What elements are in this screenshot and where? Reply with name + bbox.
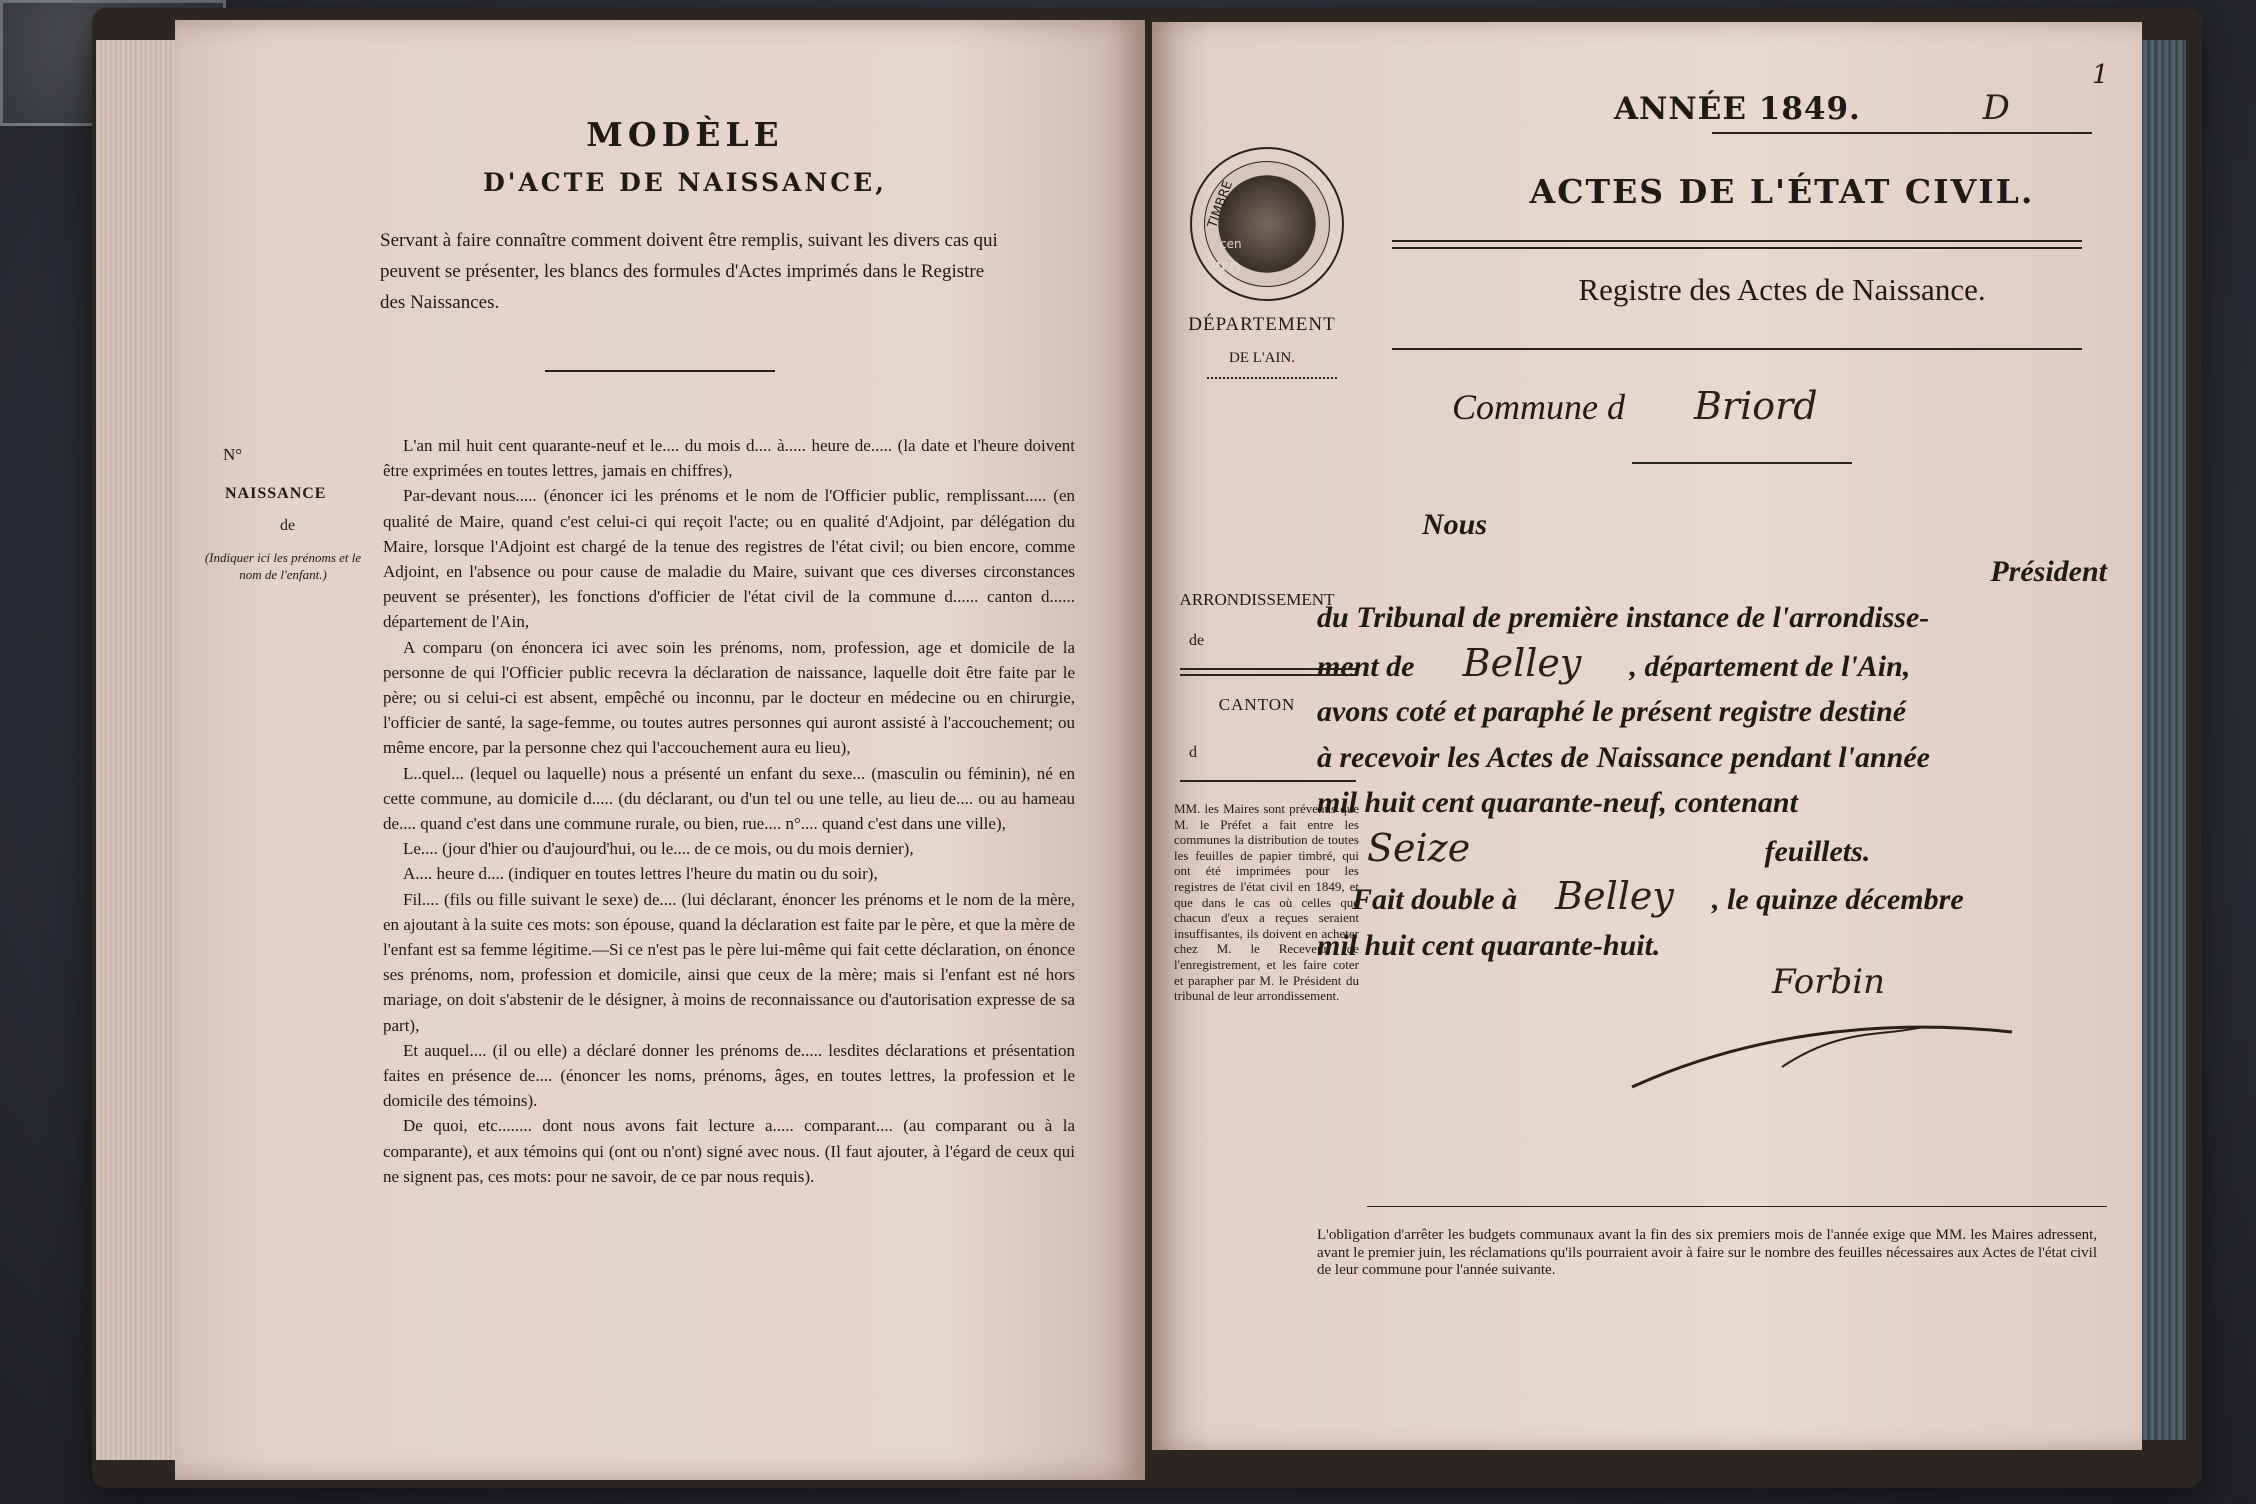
handwritten-belley: Belley bbox=[1462, 640, 1582, 685]
arrondissement-de: de bbox=[1189, 632, 1205, 649]
signature-flourish bbox=[1622, 1007, 2022, 1097]
signature: Forbin bbox=[1772, 962, 1885, 1002]
heading-rule-2 bbox=[1392, 247, 2082, 249]
body-paragraph: L..quel... (lequel ou laquelle) nous a présenté un enfant du sexe... (masculin ou féminin), né en cette commune, au domicile d..... (du déclarant, ou d'un tel ou une telle, au lieu de.... ou au hameau de.... quand c'est dans une commune rurale, ou bien, rue.... n°.... quand c'est dans une ville), bbox=[383, 763, 1075, 834]
tax-stamp bbox=[1190, 147, 1344, 301]
left-page-edges bbox=[96, 40, 186, 1460]
heading-rule bbox=[1392, 240, 2082, 242]
commune-label: Commune d bbox=[1452, 387, 1625, 427]
left-title: MODÈLE bbox=[586, 115, 784, 154]
footnote: L'obligation d'arrêter les budgets communaux avant la fin des six premiers mois de l'année exige que MM. les Maires adressent, avant le premier juin, les réclamations qu'ils pourraient avoir à faire sur le nombre des feuilles nécessaires aux Actes de l'état civil de leur commune pour l'année suivante. bbox=[1317, 1227, 2097, 1278]
stamp-value: 70 bbox=[1216, 259, 1242, 280]
nous: Nous bbox=[1422, 508, 1488, 541]
cert-line bbox=[1317, 874, 2107, 923]
arrondissement-label: ARRONDISSEMENT bbox=[1179, 590, 1335, 609]
body-paragraph: Le.... (jour d'hier ou d'aujourd'hui, ou le.... de ce mois, ou du mois dernier), bbox=[403, 839, 914, 859]
cert-line: mil huit cent quarante-huit. bbox=[1317, 928, 1661, 962]
cert-text: Fait double à bbox=[1352, 883, 1518, 916]
register-rule bbox=[1392, 348, 2082, 350]
left-body bbox=[383, 433, 1075, 1189]
arrondissement-rule bbox=[1180, 668, 1356, 670]
department-label: DÉPARTEMENT bbox=[1188, 314, 1336, 335]
year-heading bbox=[1614, 88, 2011, 128]
page-number: 1 bbox=[2092, 60, 2109, 90]
actes-heading: ACTES DE L'ÉTAT CIVIL. bbox=[1529, 172, 2035, 211]
cert-line: du Tribunal de première instance de l'arrondisse- bbox=[1317, 601, 1930, 634]
body-paragraph: A.... heure d.... (indiquer en toutes lettres l'heure du matin ou du soir), bbox=[403, 864, 878, 884]
margin-de: de bbox=[280, 517, 296, 534]
canton-d: d bbox=[1189, 744, 1197, 761]
wavy-rule bbox=[1207, 377, 1337, 385]
year-handwritten-mark: D bbox=[1982, 88, 2011, 128]
body-paragraph: Fil.... (fils ou fille suivant le sexe) de.... (lui déclarant, énoncer les prénoms et le nom de la mère, en ajoutant à la suite ces mots: son épouse, quand la déclaration est faite par le père, et que la mère de l'enfant est sa femme légitime.—Si ce n'est pas le père lui-même qui fait cette déclaration, on énonce ses prénoms, nom, profession et domicile, ainsi que ceux de la mère; mais si l'enfant est né hors mariage, on doit s'abstenir de le désigner, à moins de reconnaissance ou d'autorisation expresse de sa part), bbox=[383, 889, 1075, 1035]
left-page bbox=[175, 20, 1145, 1480]
body-paragraph: De quoi, etc........ dont nous avons fait lecture a..... comparant.... (au comparant ou à la comparante), et aux témoins qui (ont ou n'ont) signé avec nous. (Il faut ajouter, à l'égard de ceux qui ne signent pas, ces mots: pour ne savoir, de ce par nous requis). bbox=[383, 1116, 1075, 1186]
arrondissement-rule-2 bbox=[1180, 674, 1356, 676]
certification-text bbox=[1317, 595, 2107, 968]
left-subtitle: D'ACTE DE NAISSANCE, bbox=[483, 168, 887, 197]
body-paragraph: L'an mil huit cent quarante-neuf et le.... du mois d.... à..... heure de..... (la date et l'heure doivent être exprimées en toutes lettres, jamais en chiffres), bbox=[383, 436, 1075, 481]
right-page bbox=[1152, 22, 2142, 1450]
margin-naissance: NAISSANCE bbox=[225, 485, 327, 502]
stamp-cent-label: cen bbox=[1220, 237, 1242, 251]
canton-label: CANTON bbox=[1218, 695, 1296, 714]
cert-line bbox=[1317, 826, 2107, 875]
margin-number: N° bbox=[223, 445, 243, 464]
body-paragraph: Et auquel.... (il ou elle) a déclaré donner les prénoms de..... lesdites déclarations et présentation faites en présence de.... (énoncer les noms, prénoms, âges, en toutes lettres, la profession et le domicile des témoins). bbox=[383, 1040, 1075, 1111]
handwritten-belley-2: Belley bbox=[1555, 874, 1674, 918]
margin-indication: (Indiquer ici les prénoms et le nom de l'enfant.) bbox=[204, 550, 362, 582]
commune-line bbox=[1452, 384, 1818, 428]
register-title: Registre des Actes de Naissance. bbox=[1578, 272, 1986, 307]
ornament-rule bbox=[545, 370, 775, 372]
cert-line: avons coté et paraphé le présent registre destiné bbox=[1317, 695, 1907, 728]
cert-line: mil huit cent quarante-neuf, contenant bbox=[1317, 786, 1798, 819]
cert-text: , département de l'Ain, bbox=[1629, 649, 1911, 683]
left-intro: Servant à faire connaître comment doivent être remplis, suivant les divers cas qui peuvent se présenter, les blancs des formules d'Actes imprimés dans le Registre des Naissances. bbox=[380, 230, 998, 313]
cert-text: , le quinze décembre bbox=[1712, 883, 1964, 916]
cert-line bbox=[1317, 641, 2107, 690]
canton-rule bbox=[1180, 780, 1356, 782]
cert-text: feuillets. bbox=[1764, 834, 1871, 868]
year-text: ANNÉE 1849. bbox=[1614, 91, 1861, 127]
year-underline bbox=[1712, 132, 2092, 134]
footnote-rule bbox=[1367, 1206, 2107, 1207]
mayors-note: MM. les Maires sont prévenus que M. le Préfet a fait entre les communes la distribution de toutes les feuilles de papier timbré, qui ont été imprimées pour les registres de l'état civil en 1849, et que dans le cas où celles que chacun d'eux a reçues seraient insuffisantes, ils doivent en acheter chez M. le Receveur de l'enregistrement, et les faire coter et parapher par M. le Président du tribunal de leur arrondissement. bbox=[1174, 801, 1359, 1004]
ornament-rule-right bbox=[1632, 462, 1852, 464]
handwritten-seize: Seize bbox=[1367, 825, 1471, 870]
body-paragraph: A comparu (on énoncera ici avec soin les prénoms, nom, profession, age et domicile de la personne de qui l'Officier public recevra la déclaration de naissance, laquelle doit être faite par le père; ou si celui-ci est absent, empêché ou inconnu, par le docteur en médecine ou en chirurgie, l'officier de santé, la sage-femme, ou toutes autres personnes qui auront assisté à l'accouchement; ou même encore, par la personne chez qui l'accouchement aura eu lieu), bbox=[383, 637, 1075, 758]
commune-name: Briord bbox=[1694, 384, 1818, 428]
president-title: Président bbox=[1990, 555, 2107, 588]
cert-line: à recevoir les Actes de Naissance pendant l'année bbox=[1317, 740, 1930, 774]
stamp-timbre-label: TIMBRE bbox=[1205, 178, 1237, 231]
body-paragraph: Par-devant nous..... (énoncer ici les prénoms et le nom de l'Officier public, remplissant..... (en qualité de Maire, quand c'est celui-ci qui reçoit l'acte; ou en qualité d'Adjoint, par délégation du Maire, lorsque l'Adjoint est chargé de la tenue des registres de l'état civil; ou bien encore, comme Adjoint, en l'absence ou pour cause de maladie du Maire, suivant que ces diverses circonstances peuvent se présenter), les fonctions d'officier de l'état civil de la commune d...... canton d...... département de l'Ain, bbox=[383, 486, 1075, 632]
department-name: DE L'AIN. bbox=[1228, 350, 1296, 366]
cert-text: ment de bbox=[1317, 649, 1415, 683]
